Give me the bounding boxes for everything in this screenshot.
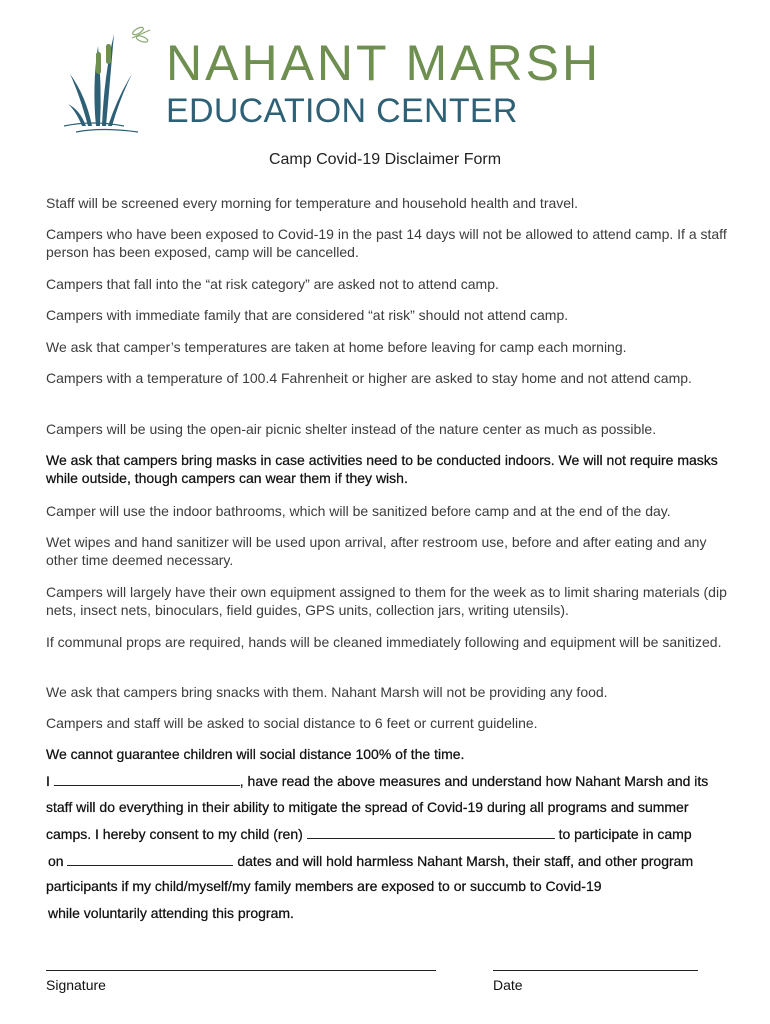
consent-line-4-text: dates and will hold harmless Nahant Marsh, their staff, and other program (237, 853, 694, 869)
paragraph-family-at-risk: Campers with immediate family that are considered “at risk” should not attend camp. (46, 307, 569, 323)
paragraph-social-distance: Campers and staff will be asked to social distance to 6 feet or current guideline. (46, 715, 538, 731)
form-title: Camp Covid-19 Disclaimer Form (268, 151, 502, 168)
logo-subtitle: EDUCATION CENTER (166, 92, 518, 130)
consent-line-3-text: camps. I hereby consent to my child (ren) (46, 826, 303, 842)
consent-line-1-text: , have read the above measures and understand how Nahant Marsh and its (239, 773, 709, 789)
consent-line-1 (46, 772, 736, 789)
paragraph-fever: Campers with a temperature of 100.4 Fahrenheit or higher are asked to stay home and not attend camp. (46, 370, 692, 386)
paragraph-masks: We ask that campers bring masks in case activities need to be conducted indoors. We will not require masks while outside, though campers can wear them if they wish. (46, 452, 718, 486)
paragraph-picnic-shelter: Campers will be using the open-air picnic shelter instead of the nature center as much as possible. (46, 421, 657, 437)
paragraph-at-risk: Campers that fall into the “at risk category” are asked not to attend camp. (46, 276, 499, 292)
consent-line-3 (46, 825, 736, 842)
dates-blank-field[interactable] (67, 852, 233, 866)
paragraph-no-guarantee: We cannot guarantee children will social distance 100% of the time. (46, 746, 465, 762)
consent-line-4 (48, 852, 738, 869)
paragraph-communal-props: If communal props are required, hands will be cleaned immediately following and equipment will be sanitized. (46, 634, 722, 650)
consent-i: I (46, 773, 50, 789)
paragraph-snacks: We ask that campers bring snacks with them. Nahant Marsh will not be providing any food. (46, 684, 608, 700)
date-line[interactable] (493, 970, 698, 971)
child-name-blank-field[interactable] (307, 825, 555, 839)
paragraph-sanitizer: Wet wipes and hand sanitizer will be used upon arrival, after restroom use, before and after eating and any other time deemed necessary. (46, 534, 707, 568)
paragraph-equipment: Campers will largely have their own equipment assigned to them for the week as to limit sharing materials (dip nets, insect nets, binoculars, field guides, GPS units, collection jars, writing utensils). (46, 584, 727, 618)
consent-on: on (48, 853, 64, 869)
paragraph-bathrooms: Camper will use the indoor bathrooms, which will be sanitized before camp and at the end of the day. (46, 503, 671, 519)
reeds-dragonfly-logo-icon (62, 26, 162, 136)
signature-label: Signature (46, 977, 106, 993)
paragraph-screening: Staff will be screened every morning for temperature and household health and travel. (46, 195, 579, 211)
signature-line[interactable] (46, 970, 436, 971)
paragraph-exposure: Campers who have been exposed to Covid-19 in the past 14 days will not be allowed to attend camp. If a staff person has been exposed, camp will be cancelled. (46, 226, 727, 260)
consent-line-5: participants if my child/myself/my family members are exposed to or succumb to Covid-19 (46, 878, 602, 894)
logo-name: NAHANT MARSH (166, 35, 602, 91)
date-label: Date (493, 977, 523, 993)
consent-line-6: while voluntarily attending this program. (48, 905, 294, 921)
name-blank-field[interactable] (54, 772, 240, 786)
paragraph-temperatures: We ask that camper’s temperatures are taken at home before leaving for camp each morning. (46, 339, 627, 355)
consent-line-2: staff will do everything in their ability to mitigate the spread of Covid-19 during all programs and summer (46, 799, 689, 815)
consent-line-3-end: to participate in camp (558, 826, 692, 842)
logo (62, 26, 642, 136)
